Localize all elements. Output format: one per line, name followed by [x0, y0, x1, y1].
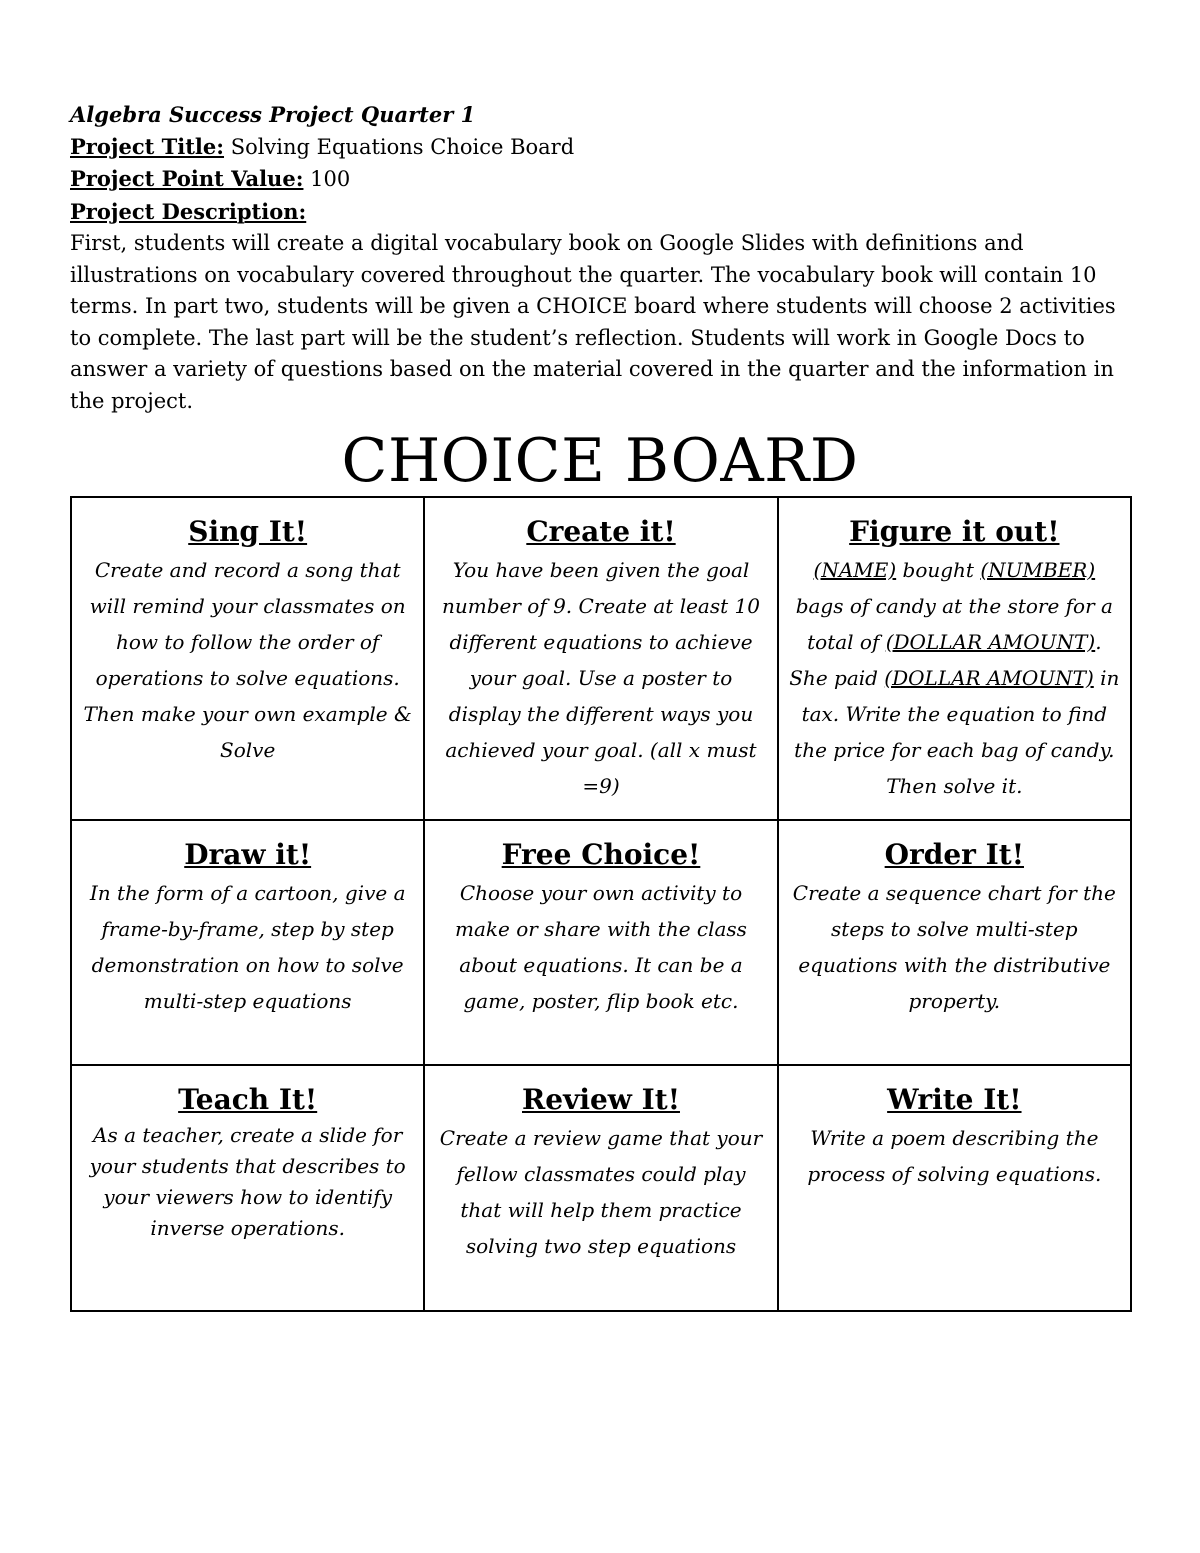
choice-cell-free-choice — [424, 820, 777, 1065]
cell-text-part-a: bags of candy at the store for a total of — [795, 594, 1113, 654]
placeholder-tax-amount: (DOLLAR AMOUNT) — [884, 666, 1094, 690]
project-points-value: 100 — [303, 167, 351, 191]
cell-text: Create and record a song that will remind your classmates on how to follow the order of operations to solve equations. Then make your own example & Solve — [83, 558, 412, 762]
choice-cell-order-it — [778, 820, 1131, 1065]
placeholder-number: (NUMBER) — [980, 558, 1096, 582]
project-title-value: Solving Equations Choice Board — [224, 134, 575, 159]
cell-heading: Teach It! — [178, 1083, 318, 1116]
cell-heading: Review It! — [522, 1083, 680, 1116]
project-points-label: Project Point Value: — [70, 166, 304, 191]
choice-board-grid — [70, 496, 1132, 1312]
cell-text: Create a sequence chart for the steps to solve multi-step equations with the distributive property. — [792, 881, 1116, 1013]
cell-heading: Figure it out! — [849, 515, 1060, 548]
choice-cell-figure-it-out — [778, 497, 1131, 820]
cell-heading: Free Choice! — [501, 838, 701, 871]
cell-heading: Create it! — [526, 515, 676, 548]
choice-cell-create-it — [424, 497, 777, 820]
project-header — [70, 99, 1140, 417]
cell-text: As a teacher, create a slide for your students that describes to your viewers how to identify inverse operations. — [89, 1123, 406, 1240]
cell-text: Write a poem describing the process of solving equations. — [807, 1126, 1102, 1186]
cell-text-part-c: in tax. Write the equation to find the price for each bag of candy. Then solve it. — [794, 666, 1120, 798]
project-description-label: Project Description: — [70, 198, 307, 224]
choice-cell-sing-it — [71, 497, 424, 820]
choice-cell-write-it — [778, 1065, 1131, 1311]
project-points-row — [70, 163, 1140, 196]
choice-cell-teach-it — [71, 1065, 424, 1311]
cell-heading: Write It! — [887, 1083, 1022, 1116]
project-title-label: Project Title: — [70, 133, 225, 159]
choice-cell-review-it — [424, 1065, 777, 1311]
choice-board-title: CHOICE BOARD — [341, 426, 859, 496]
cell-text-bought: bought — [896, 558, 981, 582]
cell-text: In the form of a cartoon, give a frame-by-frame, step by step demonstration on how to solve multi-step equations — [89, 881, 406, 1013]
cell-text-part-b: . She paid — [789, 630, 1102, 690]
choice-cell-draw-it — [71, 820, 424, 1065]
cell-text: Create a review game that your fellow classmates could play that will help them practice solving two step equations — [439, 1126, 763, 1258]
project-description: First, students will create a digital vocabulary book on Google Slides with definitions and illustrations on vocabulary covered throughout the quarter. The vocabulary book will contain 10 terms. In part two, students will be given a CHOICE board where students will choose 2 activities to complete. The last part will be the student’s reflection. Students will work in Google Docs to answer a variety of questions based on the material covered in the quarter and the information in the project. — [70, 231, 1116, 413]
cell-heading: Sing It! — [188, 515, 308, 548]
cell-heading: Order It! — [884, 838, 1024, 871]
cell-heading: Draw it! — [184, 838, 312, 871]
cell-text: You have been given the goal number of 9. Create at least 10 different equations to achieve your goal. Use a poster to display the different ways you achieved your goal. (all x must =9) — [442, 558, 760, 798]
project-title-row — [70, 131, 1140, 164]
cell-text: Choose your own activity to make or share with the class about equations. It can be a game, poster, flip book etc. — [455, 881, 747, 1013]
placeholder-dollar-amount: (DOLLAR AMOUNT) — [885, 630, 1096, 654]
placeholder-name: (NAME) — [813, 558, 897, 582]
cell-text — [787, 552, 1122, 804]
project-line: Algebra Success Project Quarter 1 — [70, 102, 476, 127]
